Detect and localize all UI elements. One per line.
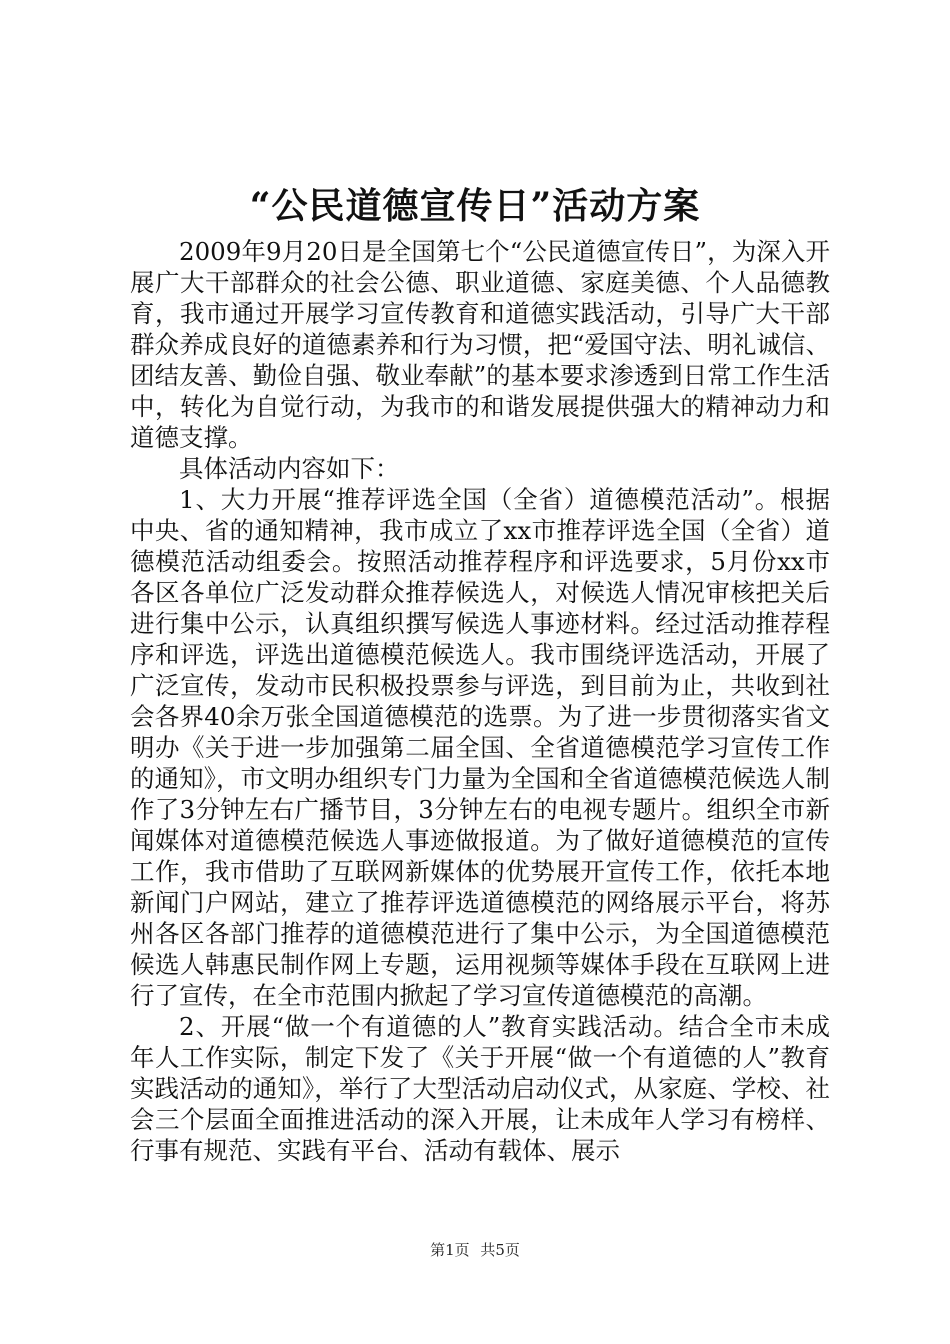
document-title: “公民道德宣传日”活动方案 <box>249 185 701 227</box>
document-body <box>130 236 830 1166</box>
paragraph-item-1: 1、大力开展“推荐评选全国（全省）道德模范活动”。根据中央、省的通知精神，我市成立了xx市推荐评选全国（全省）道德模范活动组委会。按照活动推荐程序和评选要求，5月份xx市各区各单位广泛发动群众推荐候选人，对候选人情况审核把关后进行集中公示，认真组织撰写候选人事迹材料。经过活动推荐程序和评选，评选出道德模范候选人。我市围绕评选活动，开展了广泛宣传，发动市民积极投票参与评选，到目前为止，共收到社会各界40余万张全国道德模范的选票。为了进一步贯彻落实省文明办《关于进一步加强第二届全国、全省道德模范学习宣传工作的通知》，市文明办组织专门力量为全国和全省道德模范候选人制作了3分钟左右广播节目，3分钟左右的电视专题片。组织全市新闻媒体对道德模范候选人事迹做报道。为了做好道德模范的宣传工作，我市借助了互联网新媒体的优势展开宣传工作，依托本地新闻门户网站，建立了推荐评选道德模范的网络展示平台，将苏州各区各部门推荐的道德模范进行了集中公示，为全国道德模范候选人韩惠民制作网上专题，运用视频等媒体手段在互联网上进行了宣传，在全市范围内掀起了学习宣传道德模范的高潮。 <box>130 485 830 1010</box>
page-footer <box>0 1240 950 1260</box>
paragraph-intro: 2009年9月20日是全国第七个“公民道德宣传日”，为深入开展广大干部群众的社会公德、职业道德、家庭美德、个人品德教育，我市通过开展学习宣传教育和道德实践活动，引导广大干部群众养成良好的道德素养和行为习惯，把“爱国守法、明礼诚信、团结友善、勤俭自强、敬业奉献”的基本要求渗透到日常工作生活中，转化为自觉行动，为我市的和谐发展提供强大的精神动力和道德支撑。 <box>130 237 830 452</box>
page-total: 共5页 <box>480 1241 520 1259</box>
paragraph-activities-heading: 具体活动内容如下： <box>179 454 400 483</box>
page-number: 第1页 <box>430 1241 470 1259</box>
paragraph-item-2: 2、开展“做一个有道德的人”教育实践活动。结合全市未成年人工作实际，制定下发了《关于开展“做一个有道德的人”教育实践活动的通知》，举行了大型活动启动仪式，从家庭、学校、社会三个层面全面推进活动的深入开展，让未成年人学习有榜样、行事有规范、实践有平台、活动有载体、展示 <box>130 1012 830 1165</box>
